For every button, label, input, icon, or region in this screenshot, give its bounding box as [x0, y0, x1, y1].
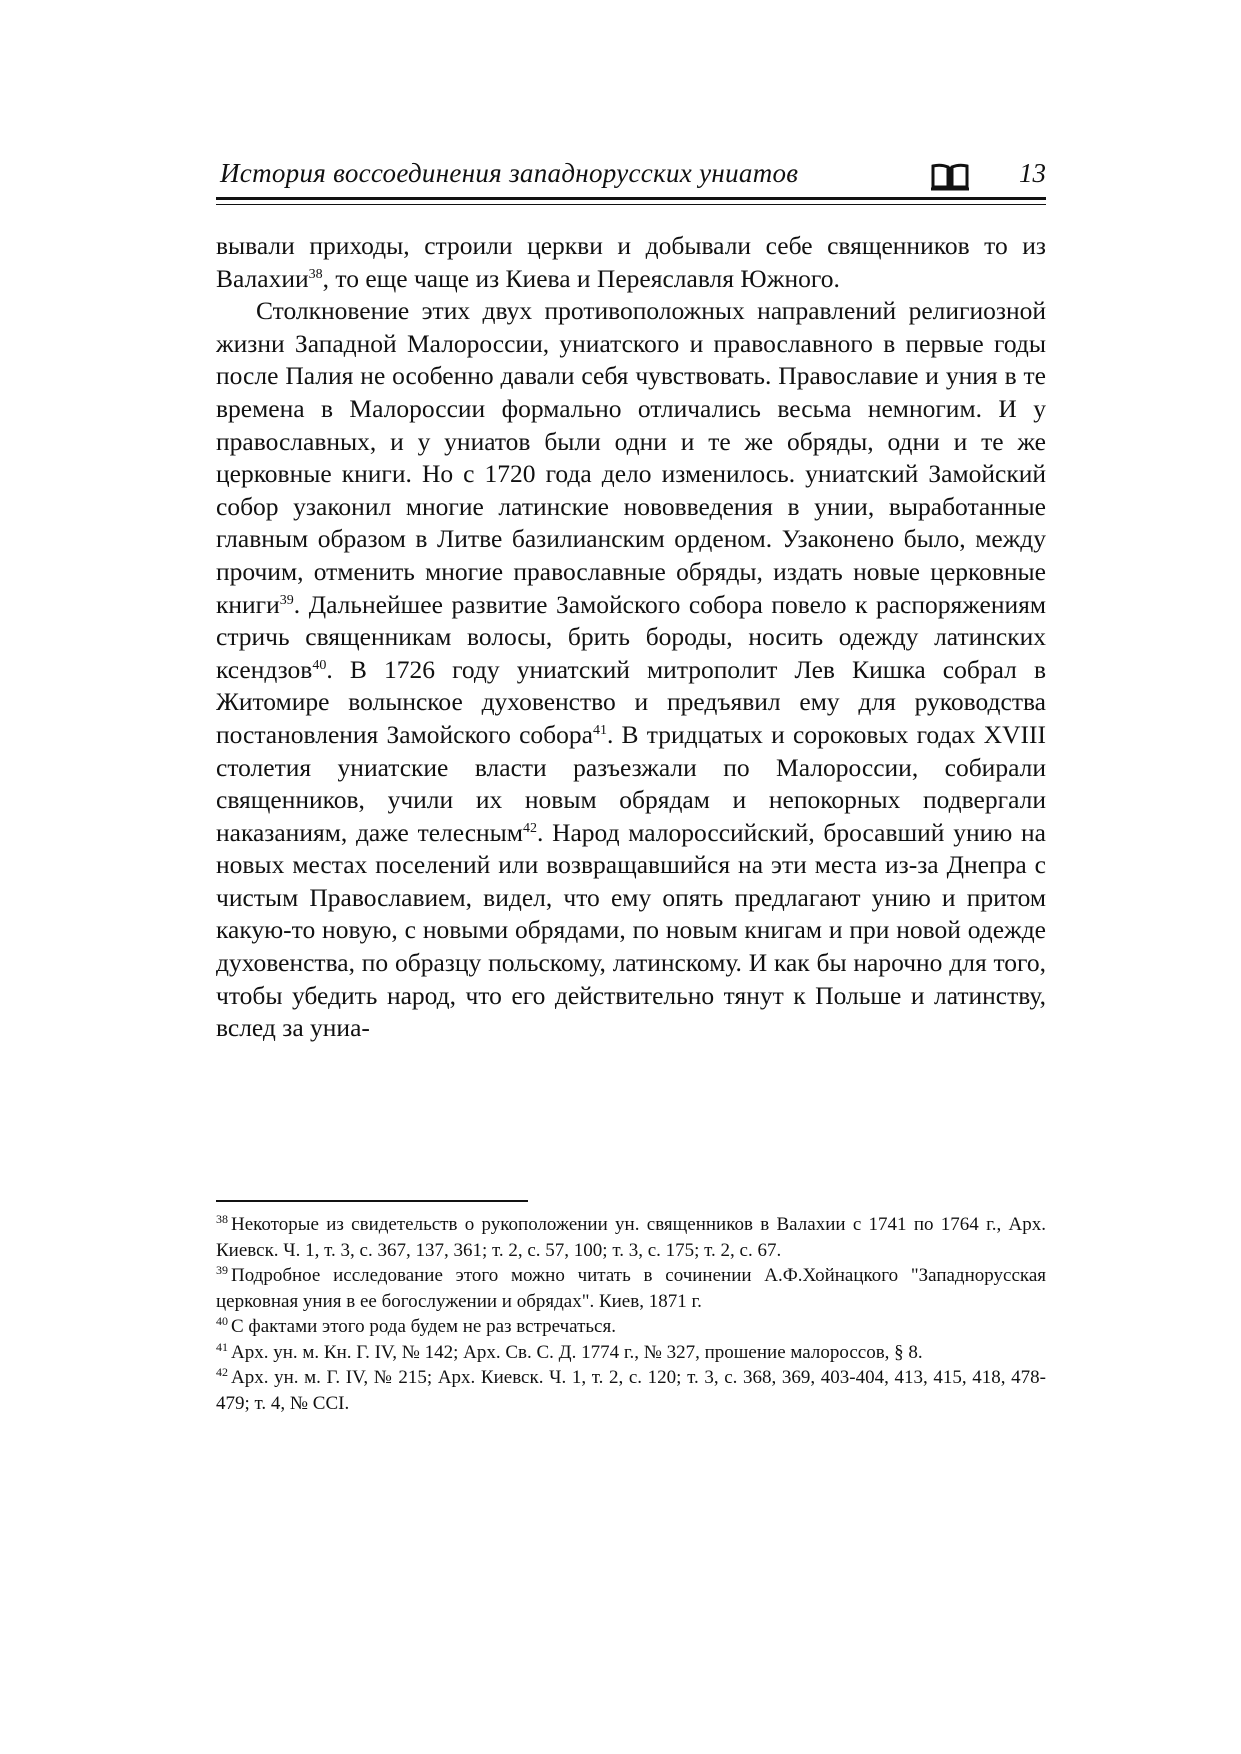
- text-run: вывали приходы, строили церкви и добывали себе священников то из Валахии: [216, 231, 1046, 293]
- footnote-number: 40: [216, 1314, 228, 1328]
- footnote-ref: 38: [308, 266, 323, 282]
- text-run: . В тридцатых и сороковых годах XVIII столетия униатские власти разъезжали по Малороссии, собирали священников, учили их новым обрядам и непокорных подвергали наказаниям, даже телесным: [216, 719, 1046, 847]
- footnote-ref: 42: [522, 820, 537, 836]
- footnote-number: 39: [216, 1263, 228, 1277]
- footnote: [216, 1314, 1046, 1340]
- footnote-text: С фактами этого рода будем не раз встречаться.: [231, 1316, 616, 1337]
- footnote-text: Арх. ун. м. Кн. Г. IV, № 142; Арх. Св. С. Д. 1774 г., № 327, прошение малороссов, § 8.: [231, 1341, 923, 1363]
- footnote-number: 42: [216, 1365, 228, 1379]
- body-text: [216, 230, 1046, 1045]
- header-title: История воссоединения западнорусских униатов: [220, 158, 799, 188]
- footnote-separator: [216, 1200, 528, 1202]
- footnote-ref: 41: [592, 722, 607, 738]
- footnote: [216, 1365, 1046, 1416]
- text-run: Столкновение этих двух противоположных направлений религиозной жизни Западной Малороссии, униатского и православного в первые годы после Палия не особенно давали себя чувствовать. Православие и уния в те времена в Малороссии формально отличались весьма немногим. И у православных, и у униатов были одни и те же обряды, одни и те же церковные книги. Но с 1720 года дело изменилось. униатский Замойский собор узаконил многие латинские нововведения в унии, выработанные главным образом в Литве базилианским орденом. Узаконено было, между прочим, отменить многие православные обряды, издать новые церковные книги: [216, 296, 1046, 619]
- footnote-text: Некоторые из свидетельств о рукоположении ун. священников в Валахии с 1741 по 1764 г., Арх. Киевск. Ч. 1, т. 3, с. 367, 137, 361; т. 2, с. 57, 100; т. 3, с. 175; т. 2, с. 67.: [216, 1214, 1046, 1261]
- paragraph-1: [216, 230, 1046, 295]
- footnote-number: 38: [216, 1212, 228, 1226]
- header-rule-thin: [216, 204, 1046, 205]
- open-book-icon: [930, 162, 970, 192]
- footnote-text: Арх. ун. м. Г. IV, № 215; Арх. Киевск. Ч. 1, т. 2, с. 120; т. 3, с. 368, 369, 403-404, 413, 415, 418, 478-479; т. 4, № CCI.: [216, 1367, 1046, 1414]
- footnote: [216, 1212, 1046, 1263]
- running-header: [216, 158, 1046, 194]
- footnote-ref: 39: [279, 592, 294, 608]
- text-run: . Дальнейшее развитие Замойского собора повело к распоряжениям стричь священникам волосы, брить бороды, носить одежду латинских ксендзов: [216, 589, 1046, 684]
- page-number: 13: [1019, 158, 1046, 188]
- footnote-text: Подробное исследование этого можно читать в сочинении А.Ф.Хойнацкого "Западнорусская церковная уния в ее богослужении и обрядах". Киев, 1871 г.: [216, 1265, 1046, 1312]
- text-run: . В 1726 году униатский митрополит Лев Кишка собрал в Житомире волынское духовенство и предъявил ему для руководства постановления Замойского собора: [216, 654, 1046, 749]
- paragraph-2: [216, 295, 1046, 1045]
- footnote: [216, 1340, 1046, 1366]
- footnote-number: 41: [216, 1339, 228, 1354]
- text-run: . Народ малороссийский, бросавший унию на новых местах поселений или возвращавшийся на эти места из-за Днепра с чистым Православием, видел, что ему опять предлагают унию и притом какую-то новую, с новыми обрядами, по новым книгам и при новой одежде духовенства, по образцу польскому, латинскому. И как бы нарочно для того, чтобы убедить народ, что его действительно тянут к Польше и латинству, вслед за униа-: [216, 817, 1046, 1043]
- footnotes: [216, 1212, 1046, 1416]
- footnote-ref: 40: [312, 657, 327, 673]
- header-rule: [216, 197, 1046, 200]
- text-run: , то еще чаще из Киева и Переяславля Южного.: [322, 263, 840, 293]
- footnote: [216, 1263, 1046, 1314]
